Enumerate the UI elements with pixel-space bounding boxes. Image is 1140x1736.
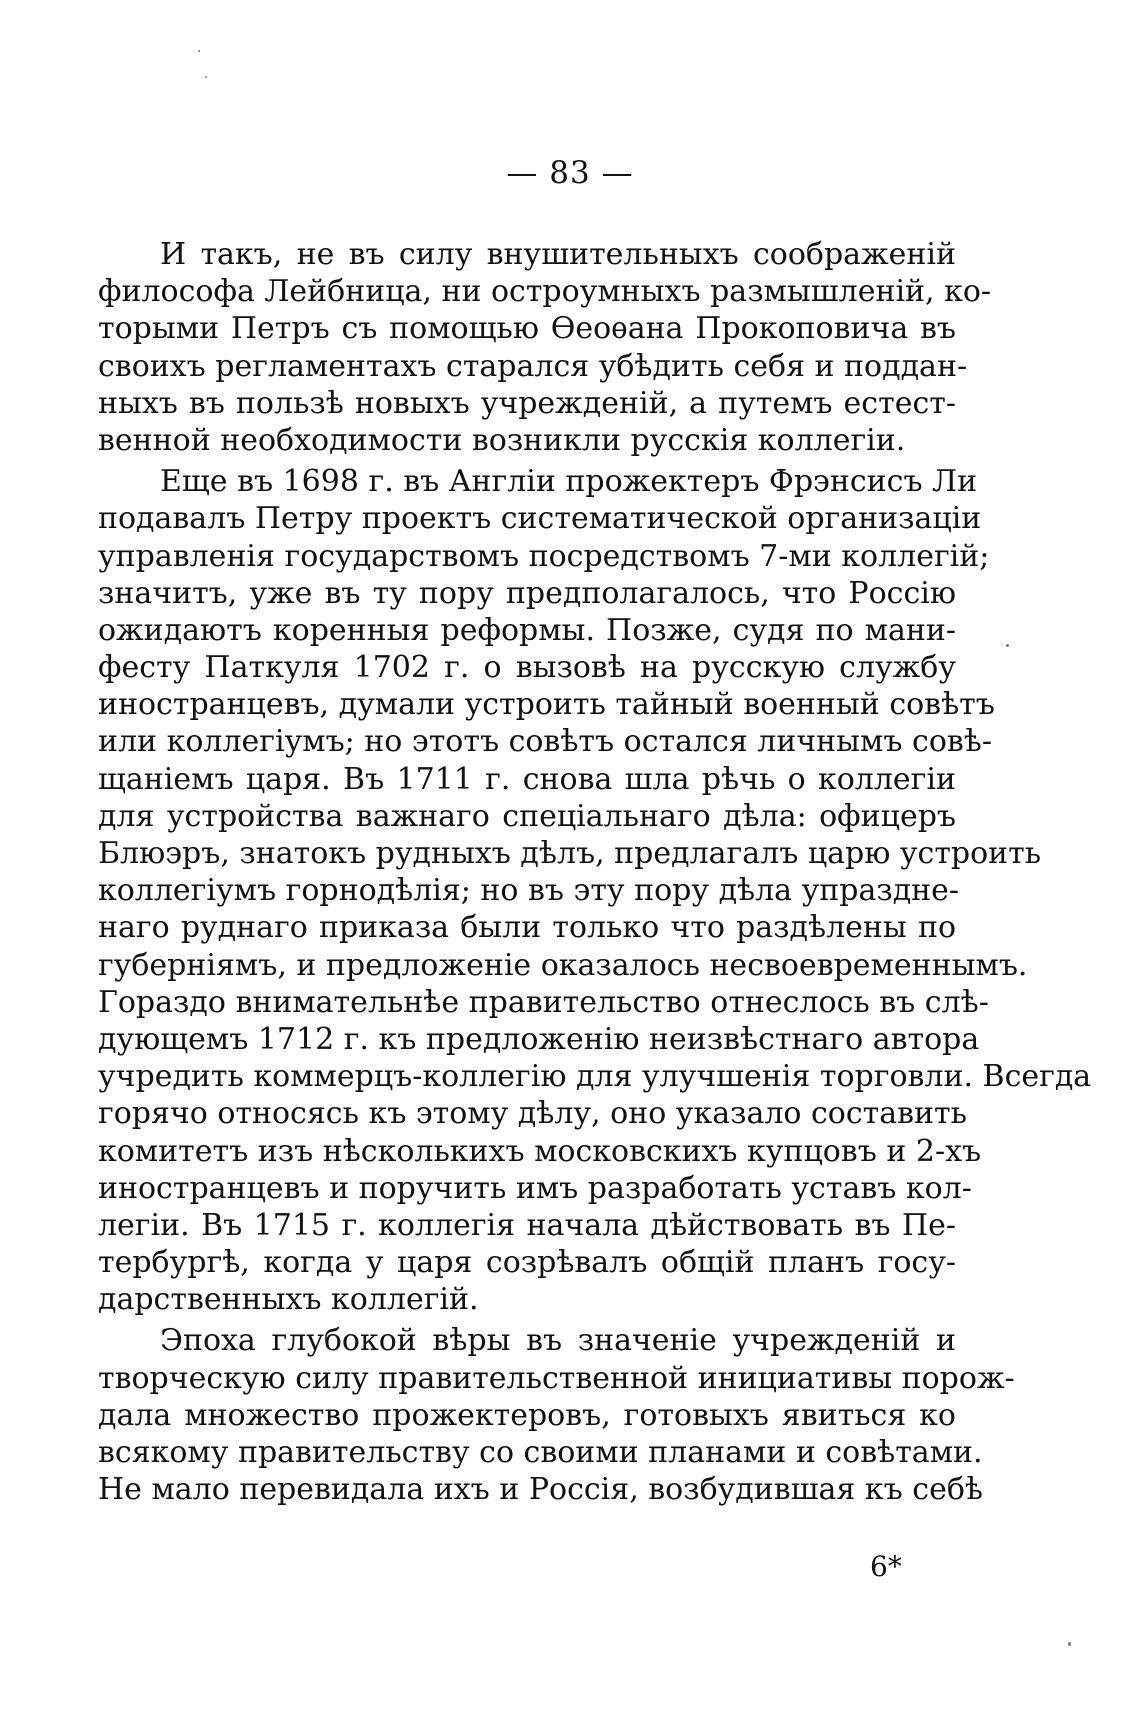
text-line: И такъ, не въ силу внушительныхъ соображеній (160, 237, 956, 272)
signature-mark: 6* (870, 1550, 902, 1583)
text-line: губерніямъ, и предложеніе оказалось несвоевременнымъ. (98, 947, 1028, 983)
scan-speck (205, 76, 207, 78)
text-line: Не мало перевидала ихъ и Россія, возбудившая къ себѣ (98, 1472, 983, 1508)
text-line: горячо относясь къ этому дѣлу, оно указало составить (98, 1096, 967, 1132)
scan-speck (1006, 644, 1009, 647)
text-line: фесту Паткуля 1702 г. о вызовѣ на русскую службу (98, 650, 956, 686)
text-line: ожидаютъ коренныя реформы. Позже, судя по мани- (98, 612, 956, 648)
text-line: комитетъ изъ нѣсколькихъ московскихъ купцовъ и 2-хъ (98, 1133, 982, 1169)
text-line: Гораздо внимательнѣе правительство отнеслось въ слѣ- (98, 984, 989, 1020)
text-line: философа Лейбница, ни остроумныхъ размышленій, ко- (98, 274, 992, 310)
text-line: иностранцевъ, думали устроить тайный военный совѣтъ (98, 687, 995, 723)
text-line: значитъ, уже въ ту пору предполагалось, что Россію (98, 575, 956, 611)
text-line: легіи. Въ 1715 г. коллегія начала дѣйствовать въ Пе- (98, 1207, 956, 1243)
text-line: иностранцевъ и поручить имъ разработать уставъ кол- (98, 1170, 972, 1206)
text-line: ныхъ въ пользѣ новыхъ учрежденій, а путемъ естест- (98, 385, 956, 421)
scan-speck (1068, 1642, 1071, 1646)
text-line: своихъ регламентахъ старался убѣдить себя и поддан- (98, 348, 968, 384)
text-line: всякому правительству со своими планами и совѣтами. (98, 1435, 983, 1470)
text-line: подавалъ Петру проектъ систематической организаціи (98, 501, 982, 537)
text-line: или коллегіумъ; но этотъ совѣтъ остался личнымъ совѣ- (98, 724, 992, 760)
text-line: щаніемъ царя. Въ 1711 г. снова шла рѣчь о коллегіи (98, 761, 956, 797)
scan-speck (198, 50, 200, 52)
text-line: дала множество прожектеровъ, готовыхъ явиться ко (98, 1397, 956, 1433)
text-line: наго руднаго приказа были только что раздѣлены по (98, 910, 956, 946)
text-line: дующемъ 1712 г. къ предложенію неизвѣстнаго автора (98, 1021, 980, 1057)
text-line: дарственныхъ коллегій. (98, 1282, 479, 1318)
page-number: — 83 — (506, 155, 634, 191)
text-line: творческую силу правительственной инициативы порож- (98, 1360, 1015, 1396)
text-line: Еще въ 1698 г. въ Англіи прожектеръ Фрэнсисъ Ли (160, 464, 978, 500)
text-line: венной необходимости возникли русскія коллегіи. (98, 422, 906, 458)
text-line: коллегіумъ горнодѣлія; но въ эту пору дѣла упраздне- (98, 873, 960, 909)
text-line: учредить коммерцъ-коллегію для улучшенія торговли. Всегда (98, 1059, 1092, 1095)
text-line: для устройства важнаго спеціальнаго дѣла: офицеръ (98, 798, 956, 834)
text-line: Блюэръ, знатокъ рудныхъ дѣлъ, предлагалъ царю устроить (98, 836, 1042, 871)
text-line: тербургѣ, когда у царя созрѣвалъ общій планъ госу- (98, 1245, 956, 1281)
text-line: торыми Петръ съ помощью Ѳеоѳана Прокоповича въ (98, 311, 956, 347)
text-line: Эпоха глубокой вѣры въ значеніе учрежденій и (160, 1323, 956, 1359)
body-text (98, 236, 1092, 1508)
text-line: управленія государствомъ посредствомъ 7-ми коллегій; (98, 538, 990, 574)
